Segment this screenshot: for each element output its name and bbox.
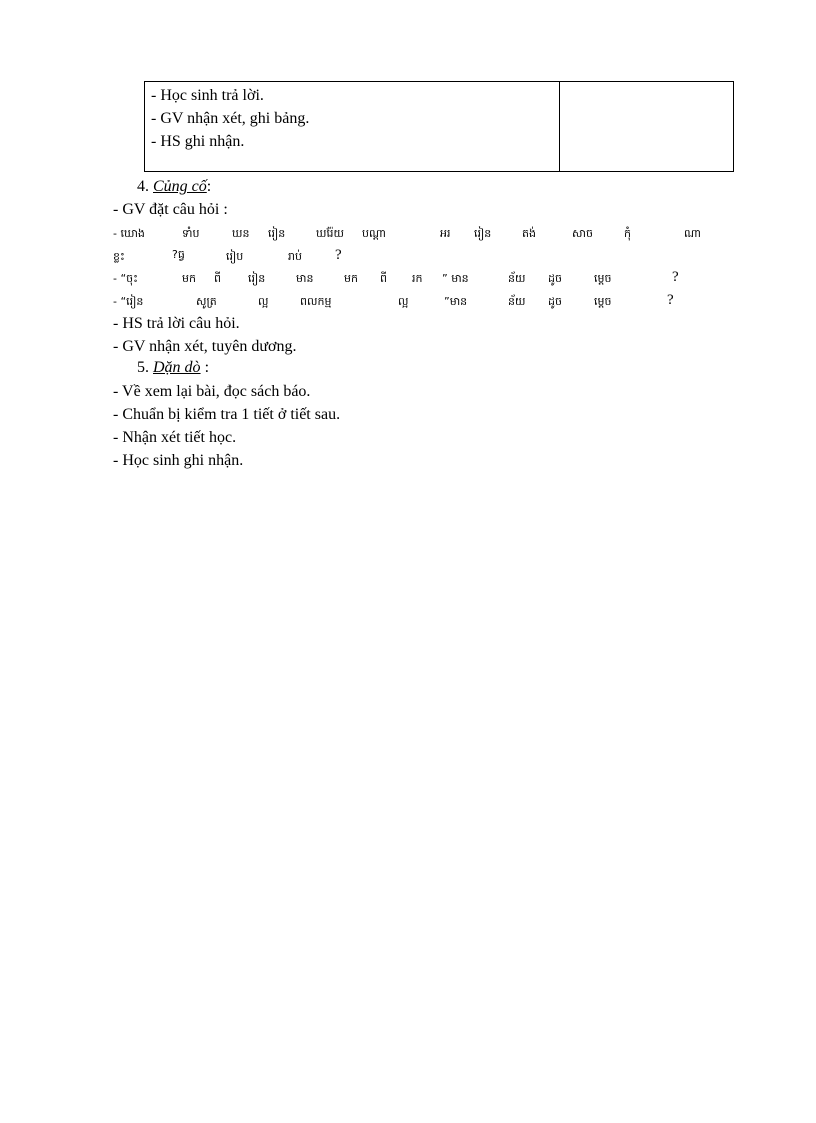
section-4-heading: [137, 176, 211, 198]
homework-item: - Về xem lại bài, đọc sách báo.: [113, 383, 311, 400]
homework-item: - Nhận xét tiết học.: [113, 429, 237, 446]
homework-item: - Chuẩn bị kiểm tra 1 tiết ở tiết sau.: [113, 406, 341, 423]
khmer-word: ពី: [380, 272, 387, 285]
section-title: Củng cố: [153, 178, 207, 195]
table-row: - GV nhận xét, ghi bảng.: [151, 110, 310, 127]
khmer-word: - ឃោង: [113, 227, 145, 240]
khmer-word: ដូច: [548, 295, 562, 308]
khmer-word: ”មាន: [444, 295, 468, 308]
khmer-word: ន័យ: [508, 295, 526, 308]
khmer-word: ម្ដេច: [594, 272, 612, 285]
section-colon: :: [204, 359, 210, 376]
khmer-word: ល្អ: [398, 295, 409, 308]
khmer-word: ម្ដេច: [594, 295, 612, 308]
question-mark: ?: [335, 247, 342, 263]
khmer-word: មក: [182, 272, 196, 285]
table-row: - HS ghi nhận.: [151, 133, 245, 150]
khmer-word: មាន: [296, 272, 314, 285]
khmer-word: ពី: [214, 272, 221, 285]
khmer-word: ឃន: [232, 227, 250, 240]
khmer-word: ឃរ៉ែយ: [316, 227, 344, 240]
khmer-word: សាច: [572, 227, 593, 240]
khmer-word: ទាំប: [182, 227, 200, 240]
table-cell-empty: [560, 82, 733, 171]
khmer-word: - “រៀន: [113, 295, 144, 308]
khmer-word: រក: [412, 272, 423, 285]
khmer-word: - “ចុះ: [113, 272, 138, 285]
khmer-word: រៀន: [248, 272, 266, 285]
khmer-word: រៀន: [474, 227, 492, 240]
khmer-word: ន័យ: [508, 272, 526, 285]
activity-table: [144, 81, 734, 172]
khmer-word: ណា: [684, 227, 701, 240]
section-number: 4.: [137, 178, 149, 195]
khmer-word: អរ: [440, 227, 451, 240]
section-colon: :: [206, 178, 212, 195]
table-cell-student-activity: [145, 82, 560, 171]
khmer-word: ខ្លះ: [113, 250, 125, 263]
question-mark: ?: [672, 269, 679, 285]
question-mark: ?: [667, 292, 674, 308]
khmer-word: បណ្ដា: [362, 227, 386, 240]
gv-praise-line: - GV nhận xét, tuyên dương.: [113, 338, 297, 355]
gv-question-line: - GV đặt câu hỏi :: [113, 201, 228, 218]
section-number: 5.: [137, 359, 149, 376]
khmer-word: រៀប: [226, 250, 244, 263]
khmer-word: ពលកម្ម: [300, 295, 332, 308]
khmer-word: រាប់: [288, 250, 302, 263]
section-title: Dặn dò: [153, 359, 201, 376]
khmer-word: រៀន: [268, 227, 286, 240]
hs-answer-line: - HS trả lời câu hỏi.: [113, 315, 240, 332]
khmer-word: ល្អ: [258, 295, 269, 308]
khmer-word: ?ធ្វ: [172, 248, 185, 261]
khmer-word: មក: [344, 272, 358, 285]
khmer-word: តង់: [522, 227, 536, 240]
homework-item: - Học sinh ghi nhận.: [113, 452, 244, 469]
section-5-heading: [137, 357, 209, 379]
khmer-word: កុំ: [624, 227, 631, 240]
table-row: - Học sinh trả lời.: [151, 87, 264, 104]
khmer-word: សូត្រ: [196, 295, 217, 308]
khmer-word: ” មាន: [442, 272, 469, 285]
khmer-word: ដូច: [548, 272, 562, 285]
